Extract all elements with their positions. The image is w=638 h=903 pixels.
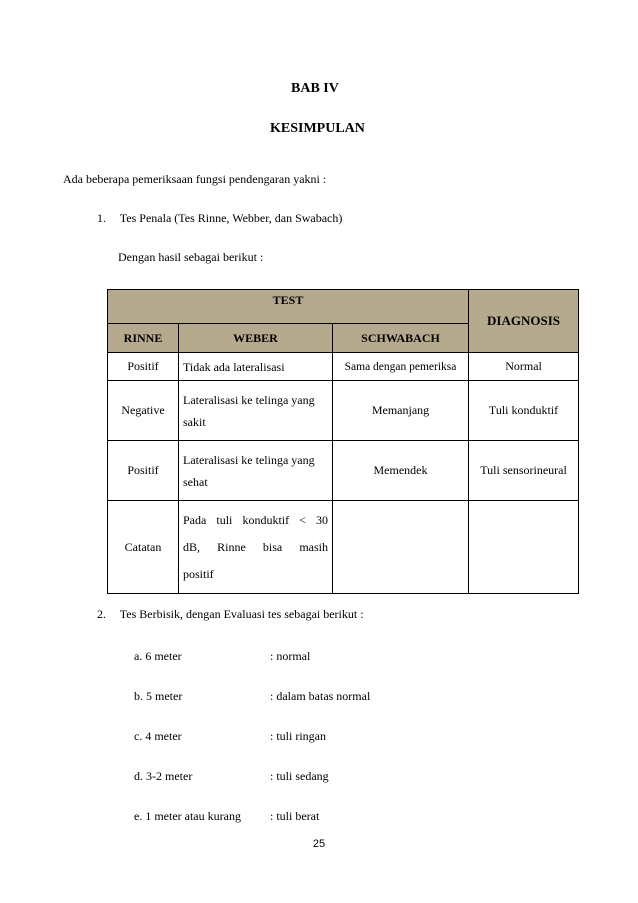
list-item-2 [97, 607, 364, 622]
list-item-1-subtext: Dengan hasil sebagai berikut : [118, 250, 264, 264]
rinne-cell: Negative [108, 381, 179, 441]
weber-line: Lateralisasi ke telinga yang [183, 452, 315, 467]
evaluation-label: e. 1 meter atau kurang [134, 809, 241, 823]
weber-line: dB, Rinne bisa masih [183, 539, 328, 554]
evaluation-label: a. 6 meter [134, 649, 182, 663]
weber-line: Lateralisasi ke telinga yang [183, 392, 315, 407]
rinne-cell: Positif [108, 441, 179, 501]
table-row [108, 441, 579, 501]
rinne-header: RINNE [108, 324, 179, 353]
schwabach-cell: Memanjang [333, 381, 469, 441]
list-item-text: Tes Berbisik, dengan Evaluasi tes sebagai berikut : [119, 607, 364, 621]
weber-cell [179, 501, 333, 594]
weber-line: Pada tuli konduktif < 30 [183, 512, 328, 527]
evaluation-value: : dalam batas normal [270, 689, 371, 703]
intro-paragraph: Ada beberapa pemeriksaan fungsi pendengaran yakni : [63, 172, 327, 186]
evaluation-value: : tuli sedang [270, 769, 329, 783]
results-table [107, 289, 579, 594]
list-item-1 [97, 211, 342, 226]
diagnosis-header: DIAGNOSIS [469, 290, 579, 353]
evaluation-label: d. 3-2 meter [134, 769, 193, 783]
list-marker: 1. [97, 211, 106, 225]
diagnosis-cell [469, 501, 579, 594]
schwabach-cell: Memendek [333, 441, 469, 501]
weber-header: WEBER [179, 324, 333, 353]
schwabach-header: SCHWABACH [333, 324, 469, 353]
schwabach-cell: Sama dengan pemeriksa [333, 353, 469, 381]
chapter-title: KESIMPULAN [270, 121, 365, 136]
list-marker: 2. [97, 607, 106, 621]
schwabach-cell [333, 501, 469, 594]
rinne-cell: Positif [108, 353, 179, 381]
rinne-cell: Catatan [108, 501, 179, 594]
evaluation-value: : tuli berat [270, 809, 320, 823]
list-item-text: Tes Penala (Tes Rinne, Webber, dan Swabach) [119, 211, 343, 225]
weber-line: positif [183, 566, 214, 581]
evaluation-value: : tuli ringan [270, 729, 326, 743]
evaluation-label: c. 4 meter [134, 729, 182, 743]
evaluation-label: b. 5 meter [134, 689, 183, 703]
weber-cell [179, 353, 333, 381]
test-group-header: TEST [108, 290, 469, 324]
page-number: 25 [312, 838, 326, 850]
evaluation-value: : normal [270, 649, 311, 663]
chapter-heading: BAB IV [291, 81, 339, 96]
table-row [108, 381, 579, 441]
diagnosis-cell: Tuli sensorineural [469, 441, 579, 501]
diagnosis-cell: Tuli konduktif [469, 381, 579, 441]
weber-line: sakit [183, 414, 206, 429]
table-row [108, 501, 579, 594]
weber-cell [179, 441, 333, 501]
weber-line: Tidak ada lateralisasi [183, 359, 285, 374]
diagnosis-cell: Normal [469, 353, 579, 381]
table-row [108, 353, 579, 381]
weber-line: sehat [183, 474, 208, 489]
weber-cell [179, 381, 333, 441]
